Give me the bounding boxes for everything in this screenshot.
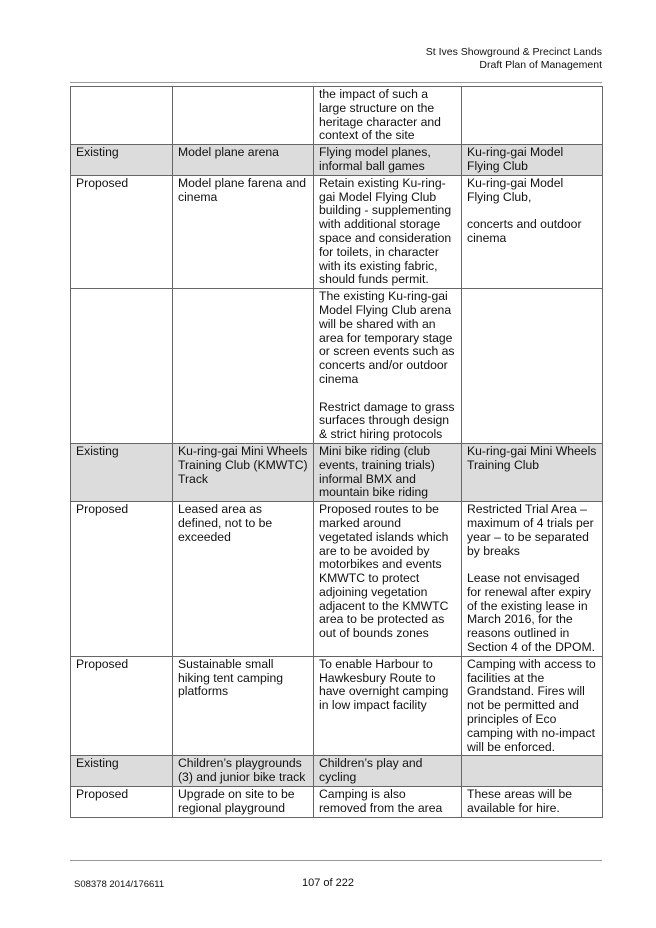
footer-divider [70, 860, 602, 861]
table-row [71, 787, 603, 818]
table-row [71, 443, 603, 501]
use-cell-paragraph: the impact of such a large structure on the heritage character and context of the site [319, 87, 441, 143]
notes-cell [462, 756, 603, 787]
notes-cell-paragraph: Ku-ring-gai Model Flying Club, [467, 175, 564, 204]
notes-cell-paragraph: These areas will be available for hire. [467, 787, 572, 815]
table-row [71, 145, 603, 176]
use-cell [314, 443, 462, 501]
notes-cell-paragraph: concerts and outdoor cinema [467, 217, 582, 245]
header-divider [70, 82, 602, 83]
notes-cell-paragraph: Ku-ring-gai Model Flying Club [467, 145, 564, 173]
area-cell [173, 87, 314, 145]
use-cell [314, 787, 462, 818]
area-cell: Sustainable small hiking tent camping platforms [173, 656, 314, 756]
use-cell [314, 175, 462, 288]
notes-cell [462, 502, 603, 657]
notes-cell [462, 175, 603, 288]
notes-cell [462, 656, 603, 756]
status-cell [71, 87, 173, 145]
notes-cell [462, 787, 603, 818]
area-cell: Ku-ring-gai Mini Wheels Training Club (KMWTC) Track [173, 443, 314, 501]
use-cell-paragraph: Camping is also removed from the area [319, 787, 443, 815]
page-number: 107 of 222 [302, 877, 354, 889]
document-header [426, 46, 602, 72]
table-row [71, 756, 603, 787]
status-cell [71, 289, 173, 444]
table-row [71, 656, 603, 756]
area-cell [173, 289, 314, 444]
notes-cell-paragraph: Ku-ring-gai Mini Wheels Training Club [467, 443, 597, 472]
use-cell [314, 656, 462, 756]
table-body [71, 87, 603, 818]
use-cell [314, 756, 462, 787]
notes-cell [462, 443, 603, 501]
area-cell: Leased area as defined, not to be exceeded [173, 502, 314, 657]
notes-cell-paragraph: Restricted Trial Area – maximum of 4 trials per year – to be separated by breaks [467, 502, 594, 558]
area-cell: Children’s playgrounds (3) and junior bike track [173, 756, 314, 787]
area-cell: Model plane farena and cinema [173, 175, 314, 288]
notes-cell [462, 289, 603, 444]
status-cell: Existing [71, 145, 173, 176]
status-cell: Existing [71, 756, 173, 787]
use-cell-paragraph: Mini bike riding (club events, training trials) informal BMX and mountain bike riding [319, 443, 435, 500]
table-row [71, 502, 603, 657]
notes-cell-paragraph: Lease not envisaged for renewal after expiry of the existing lease in March 2016, for the reasons outlined in Section 4 of the DPOM. [467, 571, 596, 655]
use-cell-paragraph: Flying model planes, informal ball games [319, 145, 431, 173]
header-subtitle: Draft Plan of Management [479, 59, 602, 71]
plan-of-management-table [70, 86, 603, 818]
use-cell-paragraph: To enable Harbour to Hawkesbury Route to have overnight camping in low impact facility [319, 656, 449, 713]
use-cell [314, 502, 462, 657]
use-cell-paragraph: The existing Ku-ring-gai Model Flying Club arena will be shared with an area for temporary stage or screen events such as concerts and/or outdoor cinema [319, 289, 455, 386]
notes-cell-paragraph: Camping with access to facilities at the Grandstand. Fires will not be permitted and principles of Eco camping with no-impact will be enforced. [467, 656, 596, 754]
status-cell: Proposed [71, 175, 173, 288]
document-reference: S08378 2014/176611 [74, 879, 165, 890]
status-cell: Existing [71, 443, 173, 501]
status-cell: Proposed [71, 502, 173, 657]
notes-cell [462, 87, 603, 145]
use-cell [314, 289, 462, 444]
header-title: St Ives Showground & Precinct Lands [425, 46, 602, 58]
area-cell: Model plane arena [173, 145, 314, 176]
table-row [71, 175, 603, 288]
table-row [71, 289, 603, 444]
use-cell-paragraph: Restrict damage to grass surfaces through design & strict hiring protocols [319, 399, 455, 442]
notes-cell [462, 145, 603, 176]
area-cell: Upgrade on site to be regional playground [173, 787, 314, 818]
use-cell-paragraph: Children’s play and cycling [319, 756, 423, 785]
status-cell: Proposed [71, 656, 173, 756]
use-cell-paragraph: Retain existing Ku-ring-gai Model Flying Club building - supplementing with additional storage space and consideration for toilets, in character with its existing fabric, should funds permit. [319, 175, 452, 287]
status-cell: Proposed [71, 787, 173, 818]
use-cell-paragraph: Proposed routes to be marked around vegetated islands which are to be avoided by motorbikes and events KMWTC to protect adjoining vegetation adjacent to the KMWTC area to be protected as out of bounds zones [319, 502, 449, 641]
table-row [71, 87, 603, 145]
use-cell [314, 87, 462, 145]
use-cell [314, 145, 462, 176]
